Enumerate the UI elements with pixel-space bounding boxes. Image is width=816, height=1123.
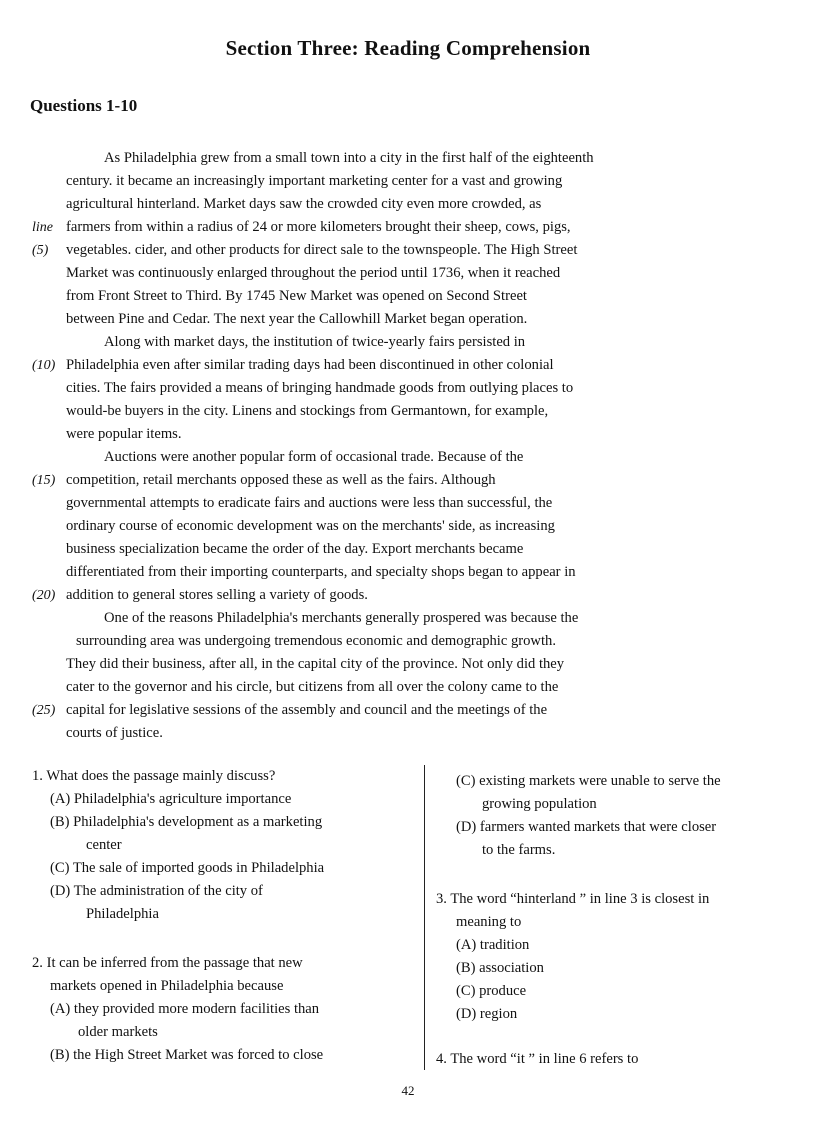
- passage-line: surrounding area was undergoing tremendous economic and demographic growth.: [76, 633, 556, 649]
- questions-header: Questions 1-10: [30, 96, 138, 115]
- answer-option[interactable]: (A) Philadelphia's agriculture importance: [50, 791, 292, 807]
- passage-line: century. it became an increasingly important marketing center for a vast and growing: [66, 173, 563, 189]
- passage-line: would-be buyers in the city. Linens and stockings from Germantown, for example,: [66, 403, 549, 419]
- answer-option[interactable]: (B) Philadelphia's development as a marketing: [50, 814, 323, 830]
- answer-option[interactable]: (D) region: [456, 1006, 518, 1022]
- question-1-stem: 1. What does the passage mainly discuss?: [32, 768, 276, 784]
- answer-option[interactable]: (C) The sale of imported goods in Philadelphia: [50, 860, 325, 876]
- passage-line: Auctions were another popular form of occasional trade. Because of the: [104, 449, 524, 465]
- passage-line: business specialization became the order of the day. Export merchants became: [66, 541, 524, 557]
- section-title: Section Three: Reading Comprehension: [225, 36, 591, 60]
- answer-option[interactable]: (D) farmers wanted markets that were closer: [456, 819, 717, 835]
- line-marker-15: (15): [32, 473, 56, 488]
- line-marker-25: (25): [32, 703, 56, 718]
- passage-line: cities. The fairs provided a means of bringing handmade goods from outlying places to: [66, 380, 574, 396]
- passage-line: addition to general stores selling a variety of goods.: [66, 587, 368, 603]
- passage-line: Market was continuously enlarged throughout the period until 1736, when it reached: [66, 265, 561, 281]
- answer-option[interactable]: (C) produce: [456, 983, 527, 999]
- answer-option[interactable]: (D) The administration of the city of: [50, 883, 263, 899]
- passage-line: courts of justice.: [66, 725, 163, 741]
- answer-option[interactable]: (A) tradition: [456, 937, 530, 953]
- passage-line: As Philadelphia grew from a small town into a city in the first half of the eighteenth: [104, 150, 594, 166]
- passage-line: vegetables. cider, and other products for direct sale to the townspeople. The High Street: [66, 242, 578, 258]
- passage-line: competition, retail merchants opposed these as well as the fairs. Although: [66, 472, 496, 488]
- answer-option-continued: center: [86, 837, 122, 853]
- line-marker-20: (20): [32, 588, 56, 603]
- passage-line: ordinary course of economic development was on the merchants' side, as increasing: [66, 518, 555, 534]
- passage-line: They did their business, after all, in the capital city of the province. Not only did they: [66, 656, 565, 672]
- answer-option[interactable]: (A) they provided more modern facilities than: [50, 1001, 320, 1017]
- question-4-stem: 4. The word “it ” in line 6 refers to: [436, 1051, 639, 1067]
- passage-line: cater to the governor and his circle, but citizens from all over the colony came to the: [66, 679, 559, 695]
- passage-line: One of the reasons Philadelphia's merchants generally prospered was because the: [104, 610, 579, 626]
- question-2-stem-continued: markets opened in Philadelphia because: [50, 978, 284, 994]
- answer-option[interactable]: (C) existing markets were unable to serve the: [456, 773, 721, 789]
- answer-option-continued: growing population: [482, 796, 597, 812]
- passage-line: from Front Street to Third. By 1745 New Market was opened on Second Street: [66, 288, 527, 304]
- answer-option-continued: older markets: [78, 1024, 158, 1040]
- passage-line: farmers from within a radius of 24 or more kilometers brought their sheep, cows, pigs,: [66, 219, 571, 235]
- passage-line: capital for legislative sessions of the assembly and council and the meetings of the: [66, 702, 548, 718]
- answer-option[interactable]: (B) association: [456, 960, 544, 976]
- answer-option-continued: to the farms.: [482, 842, 556, 858]
- passage-line: were popular items.: [66, 426, 182, 442]
- question-3-stem: 3. The word “hinterland ” in line 3 is closest in: [436, 891, 710, 907]
- passage-line: differentiated from their importing counterparts, and specialty shops began to appear in: [66, 564, 576, 580]
- passage-line: Along with market days, the institution of twice-yearly fairs persisted in: [104, 334, 526, 350]
- passage-line: between Pine and Cedar. The next year the Callowhill Market began operation.: [66, 311, 528, 327]
- answer-option[interactable]: (B) the High Street Market was forced to close: [50, 1047, 324, 1063]
- question-3-stem-continued: meaning to: [456, 914, 522, 930]
- passage-line: governmental attempts to eradicate fairs and auctions were less than successful, the: [66, 495, 553, 511]
- questions-section: [0, 765, 816, 1075]
- passage-line: Philadelphia even after similar trading days had been discontinued in other colonial: [66, 357, 554, 373]
- passage-line: agricultural hinterland. Market days saw the crowded city even more crowded, as: [66, 196, 542, 212]
- question-2-stem: 2. It can be inferred from the passage that new: [32, 955, 303, 971]
- line-marker-5: (5): [32, 243, 49, 258]
- page-number: 42: [401, 1083, 415, 1098]
- answer-option-continued: Philadelphia: [86, 906, 159, 922]
- line-marker-10: (10): [32, 358, 56, 373]
- line-marker-line: line: [32, 220, 53, 235]
